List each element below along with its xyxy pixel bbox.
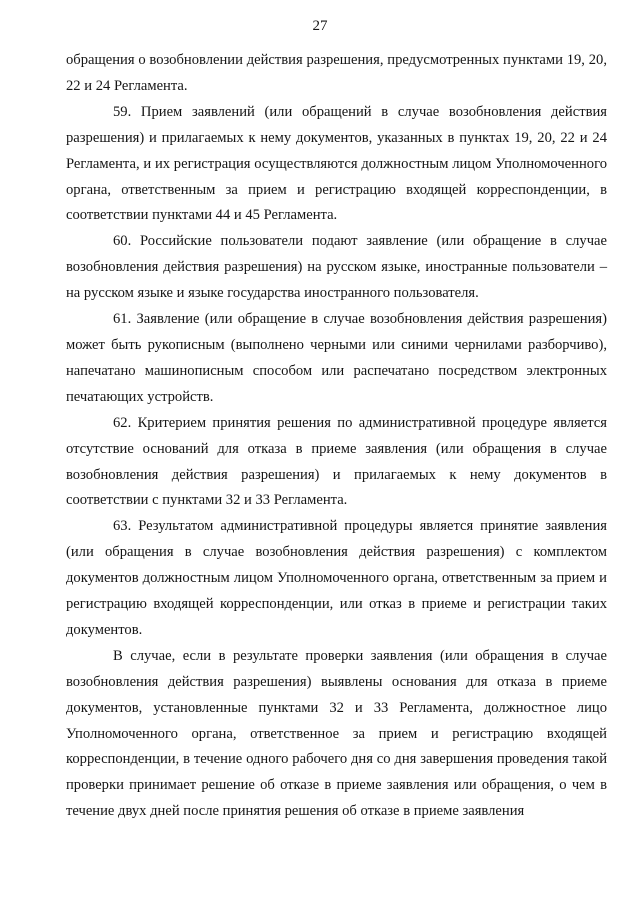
paragraph-61: 61. Заявление (или обращение в случае возобновления действия разрешения) может быть рукописным (выполнено черными или синими чернилами разборчиво), напечатано машинописным способом или распечатано посредством электронных печатающих устройств. (66, 311, 607, 405)
paragraph-63: 63. Результатом административной процедуры является принятие заявления (или обращения в случае возобновления действия разрешения) с комплектом документов должностным лицом Уполномоченного органа, ответственным за прием и регистрацию входящей корреспонденции, или отказ в приеме и регистрации таких документов. (66, 518, 607, 638)
page-number: 27 (312, 18, 328, 34)
paragraph-refusal-case: В случае, если в результате проверки заявления (или обращения в случае возобновления действия разрешения) выявлены основания для отказа в приеме документов, установленные пунктами 32 и 33 Регламента, должностное лицо Уполномоченного органа, ответственное за прием и регистрацию входящей корреспонденции, в течение одного рабочего дня со дня завершения проведения такой проверки принимает решение об отказе в приеме заявления или обращения, о чем в течение двух дней после принятия решения об отказе в приеме заявления (66, 647, 607, 820)
paragraph-60: 60. Российские пользователи подают заявление (или обращение в случае возобновления действия разрешения) на русском языке, иностранные пользователи – на русском языке и языке государства иностранного пользователя. (66, 233, 607, 302)
paragraph-62: 62. Критерием принятия решения по административной процедуре является отсутствие оснований для отказа в приеме заявления (или обращения в случае возобновления действия разрешения) и прилагаемых к нему документов в соответствии с пунктами 32 и 33 Регламента. (66, 414, 607, 509)
paragraph-59: 59. Прием заявлений (или обращений в случае возобновления действия разрешения) и прилагаемых к нему документов, указанных в пунктах 19, 20, 22 и 24 Регламента, и их регистрация осуществляются должностным лицом Уполномоченного органа, ответственным за прием и регистрацию входящей корреспонденции, в соответствии пунктами 44 и 45 Регламента. (66, 103, 607, 224)
paragraph-continuation: обращения о возобновлении действия разрешения, предусмотренных пунктами 19, 20, 22 и 24 Регламента. (66, 52, 607, 94)
document-body (66, 48, 607, 825)
